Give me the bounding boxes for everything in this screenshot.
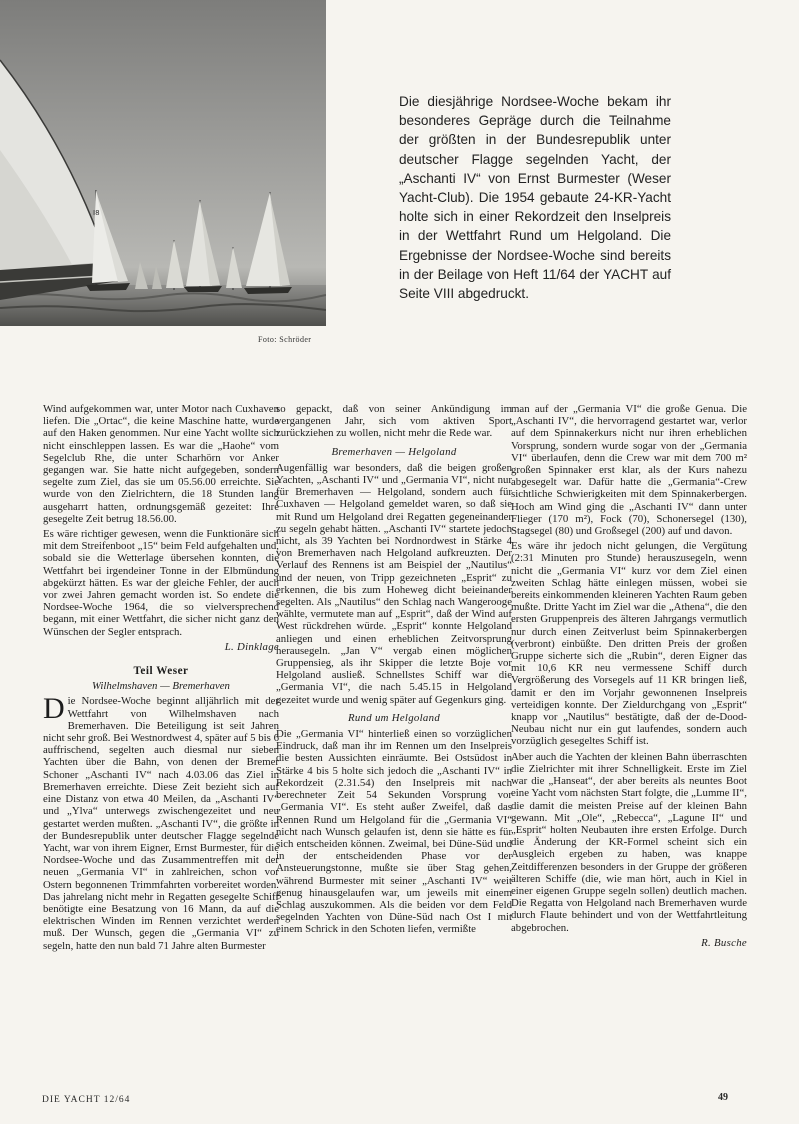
column-3 xyxy=(511,403,747,949)
paragraph: Die „Germania VI“ hinterließ einen so vorzüglichen Eindruck, daß man ihr im Rennen um den Inselpreis die besten Aussichten einräumte. Bei Ostsüdost in Stärke 4 bis 5 holte sich jedoch die „Aschanti IV“ in Rekordzeit (2.31.54) den Inselpreis mit nach berechneter Zeit 54 Sekunden Vorsprung vor „Germania VI“. Es steht außer Zweifel, daß das Rennen Rund um Helgoland für die „Germania VI“ nicht nach Wunsch gelaufen ist, denn sie hätte es für sich entscheiden können. Zweimal, bei Düne-Süd und in der entscheidenden Phase vor der Ansteuerungstonne, mußte sie über Stag gehen, während Burmester mit seiner „Aschanti IV“ weit genug hinausgelaufen war, um jeweils mit einem Schlag auszukommen. Als die beiden vor dem Feld segelnden Yachten von Düne-Süd nach Ost I mit einem Schrick in den Schoten liefen, vermißte xyxy=(276,728,512,936)
author-signature: L. Dinklage xyxy=(224,640,279,653)
svg-text:I8: I8 xyxy=(93,209,100,217)
page-number: 49 xyxy=(718,1092,728,1103)
sailing-yachts-image xyxy=(0,0,326,326)
author-signature: R. Busche xyxy=(701,936,747,949)
route-subheading: Bremerhaven — Helgoland xyxy=(331,445,457,458)
paragraph: Die Nordsee-Woche beginnt alljährlich mit der Wettfahrt von Wilhelmshaven nach Bremerhaven. Die Beteiligung ist seit Jahren nicht sehr groß. Bei Westnordwest 4, später auf 5 bis 6 auffrischend, segelten auch diesmal nur sieben Yachten über die Bahn, von denen der Bremer Schoner „Aschanti IV“ nach 4.03.06 das Ziel in Bremerhaven erreichte. Diese Zeit bezieht sich auf eine Distanz von etwa 40 Meilen, da „Aschanti IV“ und „Ylva“ unterwegs zwischengezeitet und neu gestartet werden mußten. „Aschanti IV“, die größte in der Bundesrepublik unter deutscher Flagge segelnde Yacht, war von ihrem Eigner, Ernst Burmester, für die Nordsee-Woche und das Zusammentreffen mit der neuen „Germania VI“ in zahlreichen, schon vor Ostern begonnenen Trimmfahrten vorbereitet worden. Das jahrelang nicht mehr in Regatten gesegelte Schiff benötigte eine Besatzung von 16 Mann, da auf die elektrischen Winden im Rennen verzichtet werden muß. Der Wunsch, gegen die „Germania VI“ zu segeln, hatte den nun bald 71 Jahre alten Burmester xyxy=(43,692,279,952)
route-subheading: Wilhelmshaven — Bremerhaven xyxy=(92,680,230,693)
column-1 xyxy=(43,403,279,955)
paragraph: so gepackt, daß von seiner Ankündigung im vergangenen Jahr, sich vom aktiven Sport zurückziehen zu wollen, nicht mehr die Rede war. xyxy=(276,403,512,440)
regatta-photo xyxy=(0,0,326,326)
paragraph: Aber auch die Yachten der kleinen Bahn überraschten die Zielrichter mit ihrer Schnelligkeit. Erste im Ziel war die „Hanseat“, der aber bereits als neuntes Boot eine Yacht vom nächsten Start folgte, die „Lumme II“, die damit die meisten Preise auf der kleinen Bahn gewann. Mit „Ole“, „Rebecca“, „Lagune II“ und „Esprit“ holten Neubauten ihre ersten Erfolge. Durch die Änderung der KR-Formel scheint sich ein Ausgleich ergeben zu haben, was knappe Zeitdifferenzen besonders in der Gruppe der größeren älteren Schiffe (die, wie man hört, auch in Kiel in einer eigenen Gruppe segeln sollen) deutlich machen. Die Regatta von Helgoland nach Bremerhaven wurde durch Flaute behindert und von der Wettfahrtleitung abgebrochen. xyxy=(511,750,747,934)
section-subheading: Rund um Helgoland xyxy=(347,711,441,724)
footer-publication: DIE YACHT 12/64 xyxy=(42,1095,131,1105)
section-heading: Teil Weser xyxy=(133,665,189,678)
paragraph: Wind aufgekommen war, unter Motor nach Cuxhaven liefen. Die „Ortac“, die keine Maschine hatte, wurde auf den Haken genommen. Nur eine Yacht wollte sich nicht einschleppen lassen. Es war die „Haohe“ vom Segelclub Rhe, die unter Scharhörn vor Anker gegangen war. Sie hatte nicht aufgegeben, sondern segelte zum Ziel, das sie um 05.56.00 erreichte. Sie wurde von den Zielrichtern, die 18 Stunden lang ausgeharrt hatten, ordnungsgemäß gezeitet: Ihre gesegelte Zeit betrug 18.56.00. xyxy=(43,403,279,525)
paragraph: man auf der „Germania VI“ die große Genua. Die „Aschanti IV“, die hervorragend gestartet war, verlor auf dem Spinnakerkurs nicht nur ihren erheblichen Vorsprung, sondern wurde sogar von der „Germania VI“ überlaufen, denn die Crew war mit dem 700 m² großen Spinnaker erst klar, als der Kurs nahezu abgesegelt war. Dafür hatte die „Germania“-Crew sichtliche Schwierigkeiten mit dem Spinnakerbergen. Hoch am Wind ging die „Aschanti IV“ dann unter Flieger (170 m²), Fock (70), Schonersegel (130), Stagsegel (80) und Großsegel (200) auf und davon. xyxy=(511,403,747,538)
photo-credit: Foto: Schröder xyxy=(258,335,312,344)
paragraph: Augenfällig war besonders, daß die beigen großen Yachten, „Aschanti IV“ und „Germania VI“, nicht nur für Bremerhaven — Helgoland, sondern auch für Cuxhaven — Helgoland gemeldet waren, so daß sie mit Rund um Helgoland drei Regatten gegeneinander zu segeln gehabt hätten. „Aschanti IV“ startete jedoch nicht, als 39 Yachten bei Nordnordwest in Stärke 4 von Bremerhaven nach Helgoland aufkreuzten. Der Verlauf des Rennens ist am Beispiel der „Nautilus“ und der neuen, von Tripp gezeichneten „Esprit“ zu erkennen, die bis zum Hoheweg dicht beieinander segelten. Als „Nautilus“ den Schlag nach Wangerooge wählte, vermutete man auf „Esprit“, daß der Wind auf West rückdrehen würde. „Esprit“ konnte Helgoland anliegen und einen erheblichen Zeitvorsprung herausegeln. „Jan V“ vergab einen möglichen Gruppensieg, als ihr Skipper die letzte Boje vor Helgoland ausließ. Schnellstes Schiff war die „Germania VI“, die nach 5.45.15 in Helgoland gezeitet wurde und wenig später auf Gegenkurs ging. xyxy=(276,461,512,706)
column-2 xyxy=(276,403,512,939)
paragraph: Es wäre ihr jedoch nicht gelungen, die Vergütung (2:31 Minuten pro Stunde) herauszusegeln, wenn nicht die „Germania VI“ kurz vor dem Ziel einen zweiten Schlag hätte einlegen müssen, wobei sie bereits einkommenden kleineren Yachten Raum geben mußte. Dritte Yacht im Ziel war die „Athena“, die den ersten Gruppenpreis des älteren Jahrgangs vermutlich nur durch einen Zeitverlust beim Spinnakerbergen (verbront) einbüßte. Den dritten Preis der großen Gruppe sicherte sich die „Rubin“, deren Eigner das mit 10,6 KR neu vermessene Schiff durch Vergrößerung des Vorsegels auf 11 KR bringen ließ, damit er den im Vorjahr gewonnenen Inselpreis verteidigen konnte. Der Zieldurchgang von „Esprit“ knapp vor „Nautilus“ bestätigte, daß der de-Dood-Neubau nicht nur ein gut laufendes, sondern auch vorzüglich gesegeltes Schiff ist. xyxy=(511,540,747,748)
intro-text: Die diesjährige Nordsee-Woche bekam ihr besonderes Gepräge durch die Teilnahme der größten in der Bundesrepublik unter deutscher Flagge segelnden Yacht, der „Aschanti IV“ von Ernst Burmester (Weser Yacht-Club). Die 1954 gebaute 24-KR-Yacht holte sich in einer Rekordzeit den Inselpreis in der Wettfahrt Rund um Helgoland. Die Ergebnisse der Nordsee-Woche sind bereits in der Beilage von Heft 11/64 der YACHT auf Seite VIII abgedruckt. xyxy=(399,94,671,302)
paragraph: Es wäre richtiger gewesen, wenn die Funktionäre sich mit dem Streifenboot „15“ beim Feld aufgehalten und, sobald sie die Wetterlage übersehen konnten, die Wettfahrt bei irgendeiner Tonne in der Elbmündung abgekürzt hätten. Es war der gleiche Fehler, der auch vor zwei Jahren gemacht worden ist. So endete die Nordsee-Woche 1964, die so vielversprechend begann, mit einer Wettfahrt, die sicher nicht ganz den Wünschen der Segler entsprach. xyxy=(43,528,279,638)
